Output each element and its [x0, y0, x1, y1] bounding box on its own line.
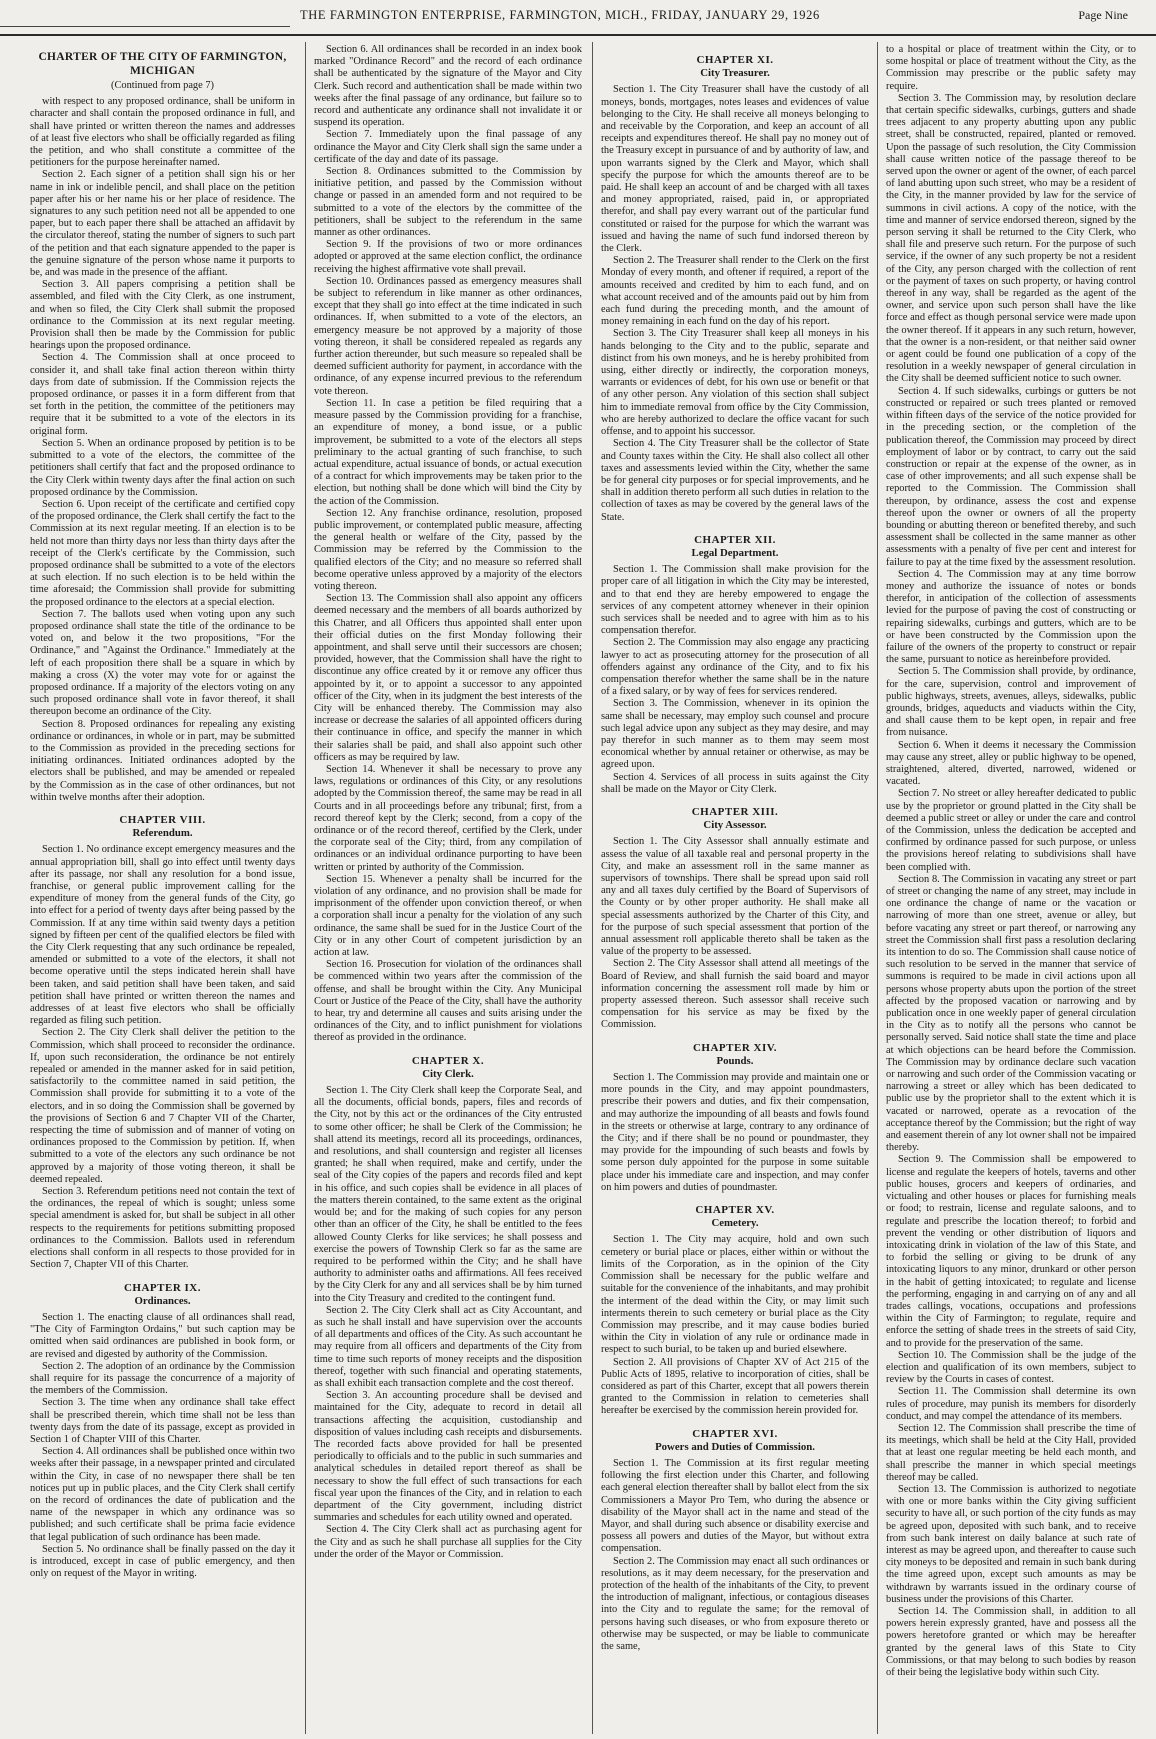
chapter-heading: CHAPTER IX.	[123, 1281, 201, 1294]
section-paragraph: Section 9. The Commission shall be empowered to license and regulate the keepers of hotels, taverns and other public houses, grocers and keepers of ordinaries, and victualing and other houses or places for furnishing meals or food; to restrain, license and regulate saloons, and to regulate and prescribe the location thereof; to forbid and prevent the vending or other distribution of liquors and intoxicating drink in violation of the law of this State, and to forbid the selling or giving to be drunk of any intoxicating liquors to any minor, drunkard or other person in the habit of getting intoxicated; to regulate and license the performing, engaging in and carrying on of any and all trades callings, vocations, occupations and professions within the City of Farmington; to regulate, require and enforce the setting of shade trees in the streets of said City, and to provide for the preservation of the same.	[886, 1154, 1136, 1349]
section-paragraph: Section 1. The Commission may provide and maintain one or more pounds in the City, and may appoint poundmasters, prescribe their powers and duties, and fix their compensation, and may authorize the impounding of all beasts and fowls found in the streets or otherwise at large, contrary to any ordinance of the City; and if there shall be no pound or poundmaster, they may provide for the impounding of such beasts and fowls by some person duly appointed for the purpose in some suitable place under his immediate care and inspection, and may confer on him powers and duties of poundmaster.	[601, 1072, 869, 1193]
chapter-subheading: Pounds.	[716, 1054, 754, 1067]
column-rule	[592, 42, 593, 1734]
masthead-rule	[0, 26, 290, 27]
section-paragraph: Section 3. Referendum petitions need not contain the text of the ordinances, the repeal of which is sought; unless some special amendment is asked for, but shall be subject in all other respects to the requirements for petitions submitting proposed ordinances to the Commission. Ballots used in referendum elections shall conform in all respects to those provided for in Section 7, Chapter VII of this Charter.	[30, 1186, 295, 1271]
section-paragraph: Section 4. The City Treasurer shall be the collector of State and County taxes within the City. He shall also collect all other taxes and assessments levied within the City, whether the same be for general city purposes or for special improvements, and he shall in addition thereto perform all such duties in relation to the collection of taxes as may be covered by the general laws of the State.	[601, 438, 869, 523]
column-body	[886, 44, 1136, 1679]
chapter-heading: CHAPTER X.	[411, 1054, 485, 1067]
section-paragraph: Section 11. The Commission shall determine its own rules of procedure, may punish its members for disorderly conduct, and may compel the attendance of its members.	[886, 1386, 1136, 1422]
section-paragraph: Section 2. The Treasurer shall render to the Clerk on the first Monday of every month, and oftener if required, a report of the amounts received and credited by him to each fund, and on what account received and of the amounts paid out by him from each fund during the preceding month, and the amount of money remaining in each fund on the day of his report.	[601, 255, 869, 328]
masthead	[0, 0, 1156, 36]
chapter-subheading: Cemetery.	[711, 1217, 759, 1230]
continued-note: (Continued from page 7)	[110, 80, 214, 91]
section-paragraph: Section 2. The Commission may enact all such ordinances or resolutions, as it may deem necessary, for the preservation and protection of the health of the inhabitants of the City, to prevent the introduction of malignant, infectious, or contagious diseases into the City and to regulate the same; for the removal of persons having such diseases, or who from exposure thereto or otherwise may be suspected, or may be liable to communicate the same,	[601, 1555, 869, 1652]
section-paragraph: Section 1. The City Treasurer shall have the custody of all moneys, bonds, mortgages, notes leases and evidences of value belonging to the City. He shall receive all moneys belonging to and receivable by the Corporation, and keep an account of all receipts and expenditures thereof. He shall pay no money out of the Treasury except in pursuance of and by authority of law, and upon warrants signed by the Clerk and Mayor, which shall specify the purpose for which the amounts thereof are to be paid. He shall keep an account of and be charged with all taxes and money appropriated, raised, paid in, or appropriated therefor, and shall pay every warrant out of the particular fund constituted or raised for the purpose for which the warrant was issued and having the name of such fund indorsed thereon by the Clerk.	[601, 84, 869, 255]
section-paragraph: Section 14. The Commission shall, in addition to all powers herein expressly granted, have and possess all the powers heretofore granted or which may be hereafter granted by the general laws of this State to City Commissions, or that may belong to such bodies by reason of their being the legislative body within such City.	[886, 1606, 1136, 1679]
chapter-subheading: Legal Department.	[691, 546, 779, 559]
section-paragraph: Section 4. All ordinances shall be published once within two weeks after their passage, in a newspaper printed and circulated within the City, in case of no newspaper there shall be ten notices put up in public places, and the City Clerk shall certify on the record of ordinances the date of publication and the name of the newspaper in which any ordinance was so published; and such certificate shall be prima facie evidence that legal publication of such ordinance has been made.	[30, 1446, 295, 1543]
column-2	[314, 44, 582, 1734]
section-paragraph: Section 2. The Commission may also engage any practicing lawyer to act as prosecuting attorney for the prosecution of all offenders against any ordinance of the City, and to fix his compensation therefor whether the same shall be in the nature of a fixed salary, or by way of fees for services rendered.	[601, 637, 869, 698]
chapter-heading: CHAPTER VIII.	[119, 813, 206, 826]
chapter-subheading: Referendum.	[132, 827, 193, 840]
chapter-subheading: Powers and Duties of Commission.	[655, 1440, 815, 1453]
section-paragraph: Section 12. The Commission shall prescribe the time of its meetings, which shall be held at the City Hall, provided that at least one regular meeting be held each month, and shall prescribe the manner in which special meetings thereof may be called.	[886, 1422, 1136, 1483]
section-paragraph: Section 4. The Commission may at any time borrow money and authorize the issuance of notes or bonds therefor, in anticipation of the collection of assessments levied for the purpose of paving the cost of constructing or repairing sidewalks, curbings and gutters, which are to be or have been constructed by the Commission upon the failure of the owners of the property to construct or repair the same, pursuant to notice as hereinbefore provided.	[886, 568, 1136, 666]
section-paragraph: Section 1. The Commission shall make provision for the proper care of all litigation in which the City may be interested, and to that end they are hereby empowered to engage the services of any competent attorney whenever in their opinion such services shall be needed and to agree with him as to his compensation therefor.	[601, 564, 869, 637]
column-body	[314, 44, 582, 1561]
section-paragraph: Section 2. Each signer of a petition shall sign his or her name in ink or indelible pencil, and shall place on the petition paper after his or her name his or her place of residence. The signatures to any such petition need not all be appended to one paper, but to each paper there shall be attached an affidavit by the circulator thereof, stating the number of signers to such part of the petition and that each signature appended to the paper is the genuine signature of the person whose name it purports to be, and was made in the presence of the affiant.	[30, 169, 295, 279]
chapter-heading: CHAPTER XI.	[696, 54, 774, 66]
section-paragraph: Section 3. The Commission, whenever in its opinion the same shall be necessary, may employ such counsel and procure such legal advice upon any subject as they may desire, and may pay therefor in such manner as to them may seem most economical whether by annual retainer or otherwise, as may be agreed upon.	[601, 698, 869, 771]
section-paragraph: Section 1. No ordinance except emergency measures and the annual appropriation bill, shall go into effect until twenty days after its passage, nor shall any resolution for a bond issue, franchise, or general public improvement calling for the expenditure of money from the general funds of the City, go into effect for a period of twenty days after being passed by the Commission. If at any time within said twenty days a petition signed by fifteen per cent of the qualified electors be filed with the City Clerk requesting that any such ordinance be repealed, amended or submitted to a vote of the electors, it shall not become operative until the steps indicated herein shall have been taken, and said petition shall have been taken, and said petition shall have printed or written thereon the names and addresses of at least five electors who shall be officially regarded as filing such petition.	[30, 844, 295, 1027]
section-paragraph: Section 1. The enacting clause of all ordinances shall read, "The City of Farmington Ordains," but such caption may be omitted when said ordinances are published in book form, or are revised and digested by authority of the Commission.	[30, 1311, 295, 1360]
section-paragraph: Section 4. Services of all process in suits against the City shall be made on the Mayor or City Clerk.	[601, 771, 869, 795]
section-paragraph: Section 1. The City may acquire, hold and own such cemetery or burial place or places, either within or without the limits of the Corporation, as in the opinion of the City Commission shall be necessary for the public welfare and suitable for the convenience of the inhabitants, and may prohibit the interment of the dead within the City, or may limit such interments therein to such cemetery or burial place as the City Commission may prescribe, and it may cause bodies buried within the City in violation of any rule or ordinance made in respect to such burial, to be taken up and buried elsewhere.	[601, 1234, 869, 1356]
section-paragraph: Section 1. The Commission at its first regular meeting following the first election under this Charter, and following each general election thereafter shall by ballot elect from the six Commissioners a Mayor Pro Tem, who during the absence or disability of the Mayor shall act in the name and stead of the Mayor, and shall during such absence or disability exercise and possess all powers and duties of the Mayor, but without extra compensation.	[601, 1457, 869, 1555]
section-paragraph: Section 5. No ordinance shall be finally passed on the day it is introduced, except in case of public emergency, and then only on request of the Mayor in writing.	[30, 1543, 295, 1580]
section-paragraph: Section 16. Prosecution for violation of the ordinances shall be commenced within two years after the commission of the offense, and shall be brought within the City. Any Municipal Court or Justice of the Peace of the City, shall have the authority to hear, try and determine all causes and suits arising under the ordinances of the City, and to inflict punishment for violations thereof as provided in the ordinance.	[314, 959, 582, 1044]
section-paragraph: Section 15. Whenever a penalty shall be incurred for the violation of any ordinance, and no provision shall be made for imprisonment of the offender upon conviction thereof, or when a corporation shall incur a penalty for the violation of any such ordinance, the same shall be sued for in the Justice Court of the City or in any other Court of competent jurisdiction by an action at law.	[314, 873, 582, 959]
section-paragraph: Section 2. All provisions of Chapter XV of Act 215 of the Public Acts of 1895, relative to incorporation of cities, shall be considered as part of this Charter, except that all powers therein granted to the Commission in relation to cemeteries shall hereafter be exercised by the commission herein provided for.	[601, 1356, 869, 1417]
section-paragraph: Section 6. All ordinances shall be recorded in an index book marked "Ordinance Record" and the record of each ordinance shall be authenticated by the signature of the Mayor and City Clerk. Such record and authentication shall be made within two weeks after the final passage of any ordinance, but failure so to record and authenticate any ordinance shall not invalidate it or suspend its operation.	[314, 44, 582, 129]
section-paragraph: Section 10. The Commission shall be the judge of the election and qualification of its own members, subject to review by the Courts in cases of contest.	[886, 1349, 1136, 1386]
section-paragraph: Section 1. The City Clerk shall keep the Corporate Seal, and all the documents, official bonds, papers, files and records of the City, not by this act or the ordinances of the City entrusted to some other officer; he shall be Clerk of the Commission; he shall attend its meetings, record all its proceedings, ordinances, and resolutions, and shall countersign and register all licenses granted; he shall when required, make and certify, under the seal of the City copies of the papers and records filed and kept in his office, and such copies shall be evidence in all places of the matters therein contained, to the same extent as the original would be; and for the making of such copies for any person other than an officer of the City, he shall be entitled to the fees allowed County Clerks for like services; he shall possess and exercise the powers of Township Clerk so far as the same are required to be performed within the City; and he shall have authority to administer oaths and affirmations. All fees received by the City Clerk for any and all services shall be by him turned into the City Treasury and credited to the contingent fund.	[314, 1085, 582, 1304]
chapter-heading: CHAPTER XIII.	[691, 805, 779, 818]
section-paragraph: Section 2. The adoption of an ordinance by the Commission shall require for its passage the concurrence of a majority of the members of the Commission.	[30, 1360, 295, 1397]
section-paragraph: to a hospital or place of treatment within the City, or to some hospital or place of treatment without the City, as the Commission may prescribe or the public safety may require.	[886, 44, 1136, 92]
chapter-heading: CHAPTER XII.	[694, 533, 776, 546]
chapter-heading: CHAPTER XIV.	[692, 1041, 778, 1054]
section-paragraph: Section 13. The Commission shall also appoint any officers deemed necessary and the members of all boards authorized by this Chatrer, and all Officers thus appointed shall enter upon their official duties on the first Monday following their appointment, and shall serve until their successors are chosen; provided, however, that the Commission shall have the right to discontinue any office created by it or remove any officer thus appointed by it, or to appoint a successor to any appointed officer of the City, when in its judgment the best interests of the City will be enhanced thereby. The Commission may also increase or decrease the salaries of all appointed officers during their continuance in office, and specify the manner in which their salaries shall be paid, and shall also appoint such other officers as may be required by law.	[314, 593, 582, 763]
section-paragraph: with respect to any proposed ordinance, shall be uniform in character and shall contain the proposed ordinance in full, and shall have printed or written thereon the names and addresses of at least five electors who shall be officially regarded as filing the petition, and who shall constitute a committee of the petitioners for the purpose hereinafter named.	[30, 96, 295, 169]
section-paragraph: Section 3. An accounting procedure shall be devised and maintained for the City, adequate to record in detail all transactions affecting the acquisition, custodianship and disposition of values including cash receipts and disbursements. The recorded facts above provided for hall be presented periodically to officials and to the public in such summaries and analytical schedules in detailed report thereof as shall be necessary to show the full effect of such transactions for each fiscal year upon the finances of the City, and in relation to each department of the City government, including district summaries and schedules for each utility owned and operated.	[314, 1390, 582, 1524]
column-4	[886, 44, 1136, 1734]
page-number: Page Nine	[1078, 8, 1128, 22]
column-3	[601, 44, 869, 1734]
section-paragraph: Section 3. The City Treasurer shall keep all moneys in his hands belonging to the City and to the public, separate and distinct from his own moneys, and he is hereby prohibited from using, either directly or indirectly, the corporation moneys, warrants or evidences of debt, for his own use or benefit or that of any other person. Any violation of this section shall subject him to immediate removal from office by the City Commission, who are hereby authorized to declare the office vacant for such offense, and to appoint his successor.	[601, 328, 869, 438]
chapter-subheading: Ordinances.	[134, 1294, 191, 1307]
section-paragraph: Section 14. Whenever it shall be necessary to prove any laws, regulations or ordinances of this City, or any resolutions adopted by the Commission thereof, the same may be read in all Courts and in all proceedings before any tribunal; first, from a record thereof kept by the Clerk; second, from a copy of the ordinance or of the record thereof, certified by the Clerk, under the corporate seal of the City; third, from any compilation of ordinances or an individual ordinance purporting to have been written or printed by authority of the Commission.	[314, 763, 582, 873]
masthead-title: THE FARMINGTON ENTERPRISE, FARMINGTON, MICH., FRIDAY, JANUARY 29, 1926	[300, 8, 820, 22]
section-paragraph: Section 7. Immediately upon the final passage of any ordinance the Mayor and City Clerk shall sign the same under a certificate of the day and date of its passage.	[314, 129, 582, 165]
section-paragraph: Section 5. The Commission shall provide, by ordinance, for the care, supervision, control and improvement of public highways, streets, avenues, alleys, sidewalks, public grounds, bridges, aqueducts and viaducts within the City, and shall cause them to be kept open, in repair and free from nuisance.	[886, 666, 1136, 739]
section-paragraph: Section 4. The Commission shall at once proceed to consider it, and shall take final action thereon within thirty days from date of submission. If the Commission rejects the proposed ordinance, or passes it in a form different from that set forth in the petition, the committee of the petitioners may require that it be submitted to a vote of the electors in its original form.	[30, 352, 295, 437]
section-paragraph: Section 6. When it deems it necessary the Commission may cause any street, alley or public highway to be opened, straightened, altered, diverted, narrowed, widened or vacated.	[886, 739, 1136, 788]
section-paragraph: Section 5. When an ordinance proposed by petition is to be submitted to a vote of the electors, the committee of the petitioners shall certify that fact and the proposed ordinance to the City Clerk within twenty days after the final action on such proposed ordinance by the Commission.	[30, 437, 295, 498]
chapter-subheading: City Clerk.	[422, 1067, 474, 1080]
chapter-heading: CHAPTER XV.	[695, 1204, 775, 1217]
column-body	[601, 54, 869, 1653]
section-paragraph: Section 2. The City Clerk shall deliver the petition to the Commission, which shall proceed to reconsider the ordinance. If, upon such reconsideration, the ordinance be not entirely repealed or amended in the manner asked for in said petition, satisfactorily to the committee named in said petition, the Commission shall provide for submitting it to a vote of the electors, and in so doing the Commission shall be governed by the provisions of Section 6 and 7 Chapter VII of the Charter, respecting the time of submission and of manner of voting on ordinances proposed to the Commission by petition. If, when submitted to a vote of the electors any such ordinance be not approved by a majority of those voting thereon, it shall be deemed repealed.	[30, 1027, 295, 1185]
section-paragraph: Section 9. If the provisions of two or more ordinances adopted or approved at the same election conflict, the ordinance receiving the highest affirmative vote shall prevail.	[314, 239, 582, 275]
section-paragraph: Section 1. The City Assessor shall annually estimate and assess the value of all taxable real and personal property in the City, and make an assessment roll in the same manner as supervisors of townships. There shall be spread upon said roll any and all taxes duly certified by the Board of Supervisors of the County or by other proper authority. He shall make all special assessments authorized by the Charter of this City, and for the purpose of such special assessment that portion of the annual assessment roll applicable thereto shall be taken as the value of the property to be assessed.	[601, 836, 869, 958]
section-paragraph: Section 7. No street or alley hereafter dedicated to public use by the proprietor or ground platted in the City shall be deemed a public street or alley or under the care and control of the Commission, unless the dedication be accepted and confirmed by ordinance passed for such purpose, or unless the provisions hereof relating to subdivisions shall have been complied with.	[886, 788, 1136, 873]
chapter-subheading: City Assessor.	[703, 819, 767, 832]
section-paragraph: Section 8. Proposed ordinances for repealing any existing ordinance or ordinances, in whole or in part, may be submitted to the Commission as provided in the preceding sections for initiating ordinances. Initiated ordinances adopted by the electors shall be published, and may be amended or repealed by the Commission as in the case of other ordinances, but not within twelve months after their adoption.	[30, 718, 295, 803]
column-1	[30, 44, 295, 1734]
chapter-heading: CHAPTER XVI.	[692, 1427, 778, 1440]
chapter-subheading: City Treasurer.	[700, 67, 770, 80]
column-rule	[877, 42, 878, 1734]
section-paragraph: Section 3. All papers comprising a petition shall be assembled, and filed with the City Clerk, as one instrument, and when so filed, the City Clerk shall submit the proposed ordinance to the Commission at its next regular meeting. Provision shall then be made by the Commission for public hearings upon the proposed ordinance.	[30, 279, 295, 352]
section-paragraph: Section 8. The Commission in vacating any street or part of street or changing the name of any street, may include in one ordinance the change of name or the vacation or narrowing of more than one street, avenue or alley, but before vacating any street or part thereof, or narrowing any street the Commission shall first pass a resolution declaring its intention to do so. The Commission shall cause notice of such resolution to be served in the manner that service of summons is required to be made in civil actions upon all persons whose property abuts upon the portion of the street affected by the proposed vacation or narrowing and by publication once in one weekly paper of general circulation in the City as to notify all the persons who cannot be personally served. Said notice shall state the time and place at which objections can be heard before the Commission. The Commission may by ordinance declare such vacation or narrowing and such order of the Commission vacating or narrowing a street or alley which has been dedicated to public use by the proprietor shall to the extent which it is vacated or narrowed, operate as a revocation of the acceptance thereof by the Commission; but the right of way and easement therein of any lot owner shall not be impaired thereby.	[886, 873, 1136, 1154]
section-paragraph: Section 3. The Commission may, by resolution declare that certain specific sidewalks, curbings, gutters and shade trees adjacent to any property abutting upon any public street, shall be constructed, repaired, planted or removed. Upon the passage of such resolution, the City Commission shall cause written notice of the passage thereof to be served upon the owner or agent of the owner, of each parcel of land abutting upon such street, who may be a resident of the City, in the manner provided by law for the service of summons in civil actions. A copy of the notice, with the time and manner of service endorsed thereon, signed by the person serving it shall be returned to the City Clerk, who shall file and preserve such return. For the purpose of such service, if the owner of any such property be not a resident of the City, any person charged with the collection of rent or the payment of taxes on such property, or having control thereof in any way, shall be regarded as the agent of the owner, and service upon such person shall have the like force and effect as though personal service were made upon the owner thereof. If it appears in any such return, however, that the owner is a non-resident, or that neither said owner or agent could be found one publication of a copy of the resolution in a weekly newspaper of general circulation in the City shall be deemed sufficient notice to such owner.	[886, 92, 1136, 385]
section-paragraph: Section 12. Any franchise ordinance, resolution, proposed public improvement, or contemplated public measure, affecting the general health or welfare of the City, passed by the Commission may be referred by the Commission to the qualified electors of the City; and no measure so referred shall become operative unless approved by a majority of the electors voting thereon.	[314, 507, 582, 592]
column-body	[30, 96, 295, 1580]
section-paragraph: Section 4. If such sidewalks, curbings or gutters be not constructed or repaired or such trees planted or removed within fifteen days of the service of the notice provided for in the preceding section, or the completion of the publication thereof, the Commission may proceed by direct employment of labor or by contract, to carry out the said construction or repair at the expense of the owner, as in case of other improvements; and all such expense shall be reported to the Commission. The Commission shall thereupon, by ordinance, assess the cost and expense thereof upon the owner or owners of all the property bounding or abutting thereon or benefited thereby, and such assessment shall be collected in the same manner as other assessments with a penalty of five per cent and interest for failure to pay at the time fixed by the assessment resolution.	[886, 385, 1136, 568]
article-title: CHARTER OF THE CITY OF FARMINGTON, MICHIGAN	[38, 51, 287, 77]
section-paragraph: Section 11. In case a petition be filed requiring that a measure passed by the Commission providing for a franchise, an expenditure of money, a bond issue, or a public improvement, be submitted to a vote of the electors all steps preliminary to the actual granting of such franchise, to such actual expenditure, actual issuance of bonds, or actual execution of a contract for which improvements may be taken prior to the election, but nothing shall be done which will bind the City by the action of the Commission.	[314, 397, 582, 507]
section-paragraph: Section 8. Ordinances submitted to the Commission by initiative petition, and passed by the Commission without change or passed in an amended form and not required to be submitted to a vote of the electors by the committee of the petitioners, shall be subject to the referendum in the same manner as other ordinances.	[314, 166, 582, 239]
column-rule	[305, 42, 306, 1734]
section-paragraph: Section 2. The City Assessor shall attend all meetings of the Board of Review, and shall furnish the said board and mayor information concerning the assessment roll made by him or property assessed thereon. Such assessor shall receive such compensation for his service as may be fixed by the Commission.	[601, 958, 869, 1031]
section-paragraph: Section 10. Ordinances passed as emergency measures shall be subject to referendum in like manner as other ordinances, except that they shall go into effect at the time indicated in such ordinances. If, when submitted to a vote of the electors, an emergency measure be not approved by a majority of those voting thereon, it shall be considered repealed as regards any further action thereunder, but such measure so repealed shall be deemed sufficient authority for payment, in accordance with the ordinance, of any expense incurred previous to the referendum vote thereon.	[314, 275, 582, 397]
section-paragraph: Section 7. The ballots used when voting upon any such proposed ordinance shall state the title of the ordinance to be voted on, and below it the two propositions, "For the Ordinance," and "Against the Ordinance." Immediately at the left of each proposition there shall be a square in which by making a cross (X) the voter may vote for or against the proposed ordinance. If a majority of the electors voting on any such proposed ordinance shall vote in favor thereof, it shall thereupon become an ordinance of the City.	[30, 608, 295, 718]
section-paragraph: Section 3. The time when any ordinance shall take effect shall be prescribed therein, which time shall not be less than twenty days from the date of its passage, except as provided in Section 1 of Chapter VIII of this Charter.	[30, 1397, 295, 1445]
section-paragraph: Section 2. The City Clerk shall act as City Accountant, and as such he shall install and have supervision over the accounts of all departments and offices of the City. As such accountant he may require from all officers and departments of the City from time to time such reports of money receipts and the disposition thereof, together with such financial and operating statements, as shall exhibit each transaction complete and the cost thereof.	[314, 1304, 582, 1389]
section-paragraph: Section 6. Upon receipt of the certificate and certified copy of the proposed ordinance, the Clerk shall certify the fact to the Commission at its next regular meeting. If an election is to be held not more than thirty days nor less than thirty days after the receipt of the Clerk's certificate by the Commission, such proposed ordinance shall be submitted to a vote of the electors at such election. If no such election is to be held within the time aforesaid; the Commission shall provide for submitting the proposed ordinance to the electors at a special election.	[30, 498, 295, 608]
section-paragraph: Section 4. The City Clerk shall act as purchasing agent for the City and as such he shall purchase all supplies for the City under the order of the Mayor or Commission.	[314, 1524, 582, 1560]
section-paragraph: Section 13. The Commission is authorized to negotiate with one or more banks within the City giving sufficient security to have all, or such portion of the city funds as may be agreed upon, deposited with such bank, and to receive from such bank interest on daily balance at such rate of interest as may be agreed upon, and thereafter to cause such city moneys to be deposited and remain in such bank during the time agreed upon, except such amounts as may be withdrawn by warrants issued in the ordinary course of business under the provisions of this Charter.	[886, 1483, 1136, 1605]
